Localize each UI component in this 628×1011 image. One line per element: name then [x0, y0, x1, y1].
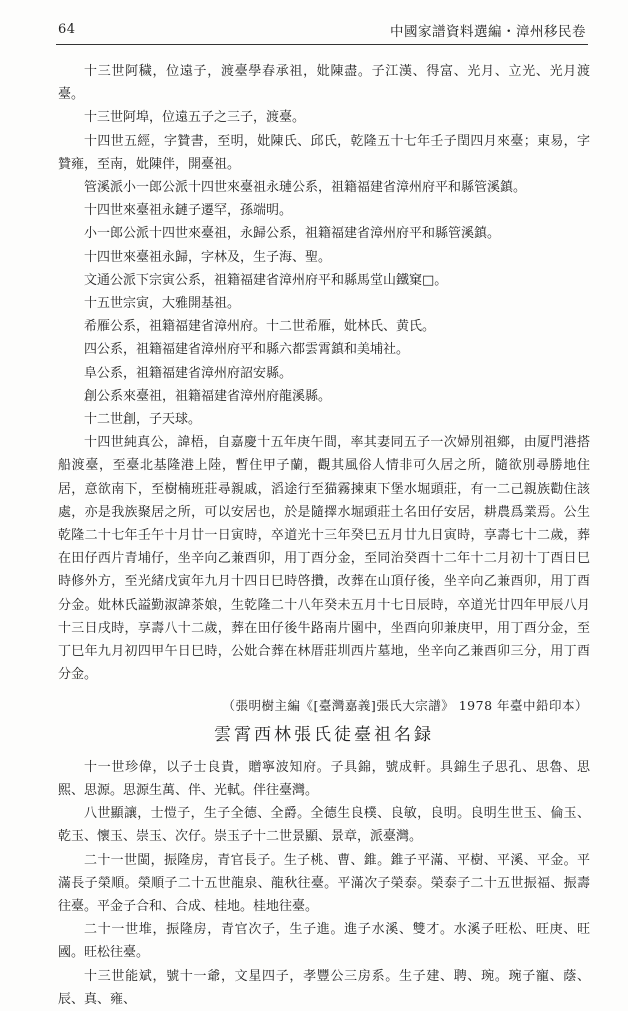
page-body — [58, 60, 590, 1011]
paragraph: 文通公派下宗寅公系，祖籍福建省漳州府平和縣馬堂山鐵窠□。 — [84, 272, 448, 288]
paragraph: 創公系來臺祖，祖籍福建省漳州府龍溪縣。 — [84, 388, 332, 404]
paragraph: 八世顯讓，士愷子，生子全德、全爵。全德生良樸、良敏，良明。良明生世玉、倫玉、乾玉、懷玉、崇玉、次仔。崇玉子十二世景顯、景章，派臺灣。 — [58, 806, 590, 845]
header-rule — [56, 44, 588, 45]
paragraph: 十四世來臺祖永歸，字林及，生子海、聖。 — [84, 249, 332, 265]
paragraph: 十一世珍偉，以子士良貴，贈寧波知府。子具錦，號成軒。具錦生子思孔、思魯、思熙、思源。思源生萬、伴、光軾。伴往臺灣。 — [58, 759, 590, 798]
paragraph: 四公系，祖籍福建省漳州府平和縣六都雲霄鎮和美埔社。 — [84, 342, 410, 358]
paragraph: 阜公系，祖籍福建省漳州府詔安縣。 — [84, 365, 293, 381]
paragraph: 十三世能斌，號十一爺，文星四子，孝豐公三房系。生子建、聘、琬。琬子寵、蔭、辰、真、雍、 — [58, 968, 590, 1007]
paragraph: 管溪派小一郎公派十四世來臺祖永璉公系，祖籍福建省漳州府平和縣管溪鎮。 — [84, 180, 527, 196]
running-title: 中國家譜資料選編・漳州移民卷 — [390, 24, 586, 40]
paragraph: 十四世純真公，諱梧，自嘉慶十五年庚午間，率其妻同五子一次婦別祖鄉，由厦門港搭船渡臺，至臺北基隆港上陸，暫住甲子蘭，觀其風俗人情非可久居之所，隨欲別尋勝地住居，意欲南下，至樹楠班莊尋親戚，滔途行至猫霧揀東下堡水堀頭莊，有一二己親族勸住該處，亦是我族聚居之所，可以安居也，於是隨擇水堀頭莊土名田仔安居，耕農爲業焉。公生乾隆二十七年壬午十月廿一日寅時，卒道光十三年癸巳五月廿九日寅時，享壽七十二歲，葬在田仔西片青埔仔，坐辛向乙兼酉卯，用丁酉分金，至同治癸酉十二年十二月初十丁酉日巳時修外方，至光緒戊寅年九月十四日巳時啓攢，改葬在山頂仔後，坐辛向乙兼酉卯，用丁酉分金。妣林氏謚勤淑諱茶娘，生乾隆二十八年癸未五月十七日辰時，卒道光廿四年甲辰八月十三日戌時，享壽八十二歲，葬在田仔後牛路南片園中，坐酉向卯兼庚甲，用丁酉分金，至丁巳年九月初四甲午日巳時，公妣合葬在林厝莊圳西片墓地，坐辛向乙兼酉卯三分，用丁酉分金。 — [58, 435, 590, 683]
paragraph: 十五世宗寅，大雅開基祖。 — [84, 296, 241, 312]
paragraph: 小一郎公派十四世來臺祖，永歸公系，祖籍福建省漳州府平和縣管溪鎮。 — [84, 226, 501, 242]
paragraph: 二十一世閩，振隆房，青官長子。生子桃、曹、錐。錐子平滿、平樹、平溪、平金。平滿長子榮順。榮順子二十五世龍泉、龍秋往臺。平滿次子榮泰。榮泰子二十五世振福、振壽往臺。平金子合和、合成、桂地。桂地往臺。 — [58, 852, 590, 914]
paragraph: 二十一世堆，振隆房，青官次子，生子進。進子水溪、雙才。水溪子旺松、旺庚、旺國。旺松往臺。 — [58, 922, 590, 961]
paragraph: 十三世阿埠，位遠五子之三子，渡臺。 — [84, 110, 306, 126]
section-title: 雲霄西林張氏徒臺祖名録 — [214, 724, 434, 745]
page-number: 64 — [58, 22, 76, 37]
paragraph: 希雁公系，祖籍福建省漳州府。十二世希雁，妣林氏、黄氏。 — [84, 319, 436, 335]
paragraph: 十三世阿穢，位遠子，渡臺學春承祖，妣陳盡。子江漢、得富、光月、立光、光月渡臺。 — [58, 64, 590, 103]
paragraph: 十四世來臺祖永鏈子遷罕，孫端明。 — [84, 203, 293, 219]
source-note: （張明樹主編《[臺灣嘉義]張氏大宗譜》 1978 年臺中鉛印本） — [222, 698, 588, 714]
paragraph: 十二世創，子天球。 — [84, 412, 202, 428]
paragraph: 十四世五經，字贊書，至明，妣陳氏、邱氏，乾隆五十七年壬子閏四月來臺；東易，字贊雍，至南，妣陳伴，開臺祖。 — [58, 133, 590, 172]
